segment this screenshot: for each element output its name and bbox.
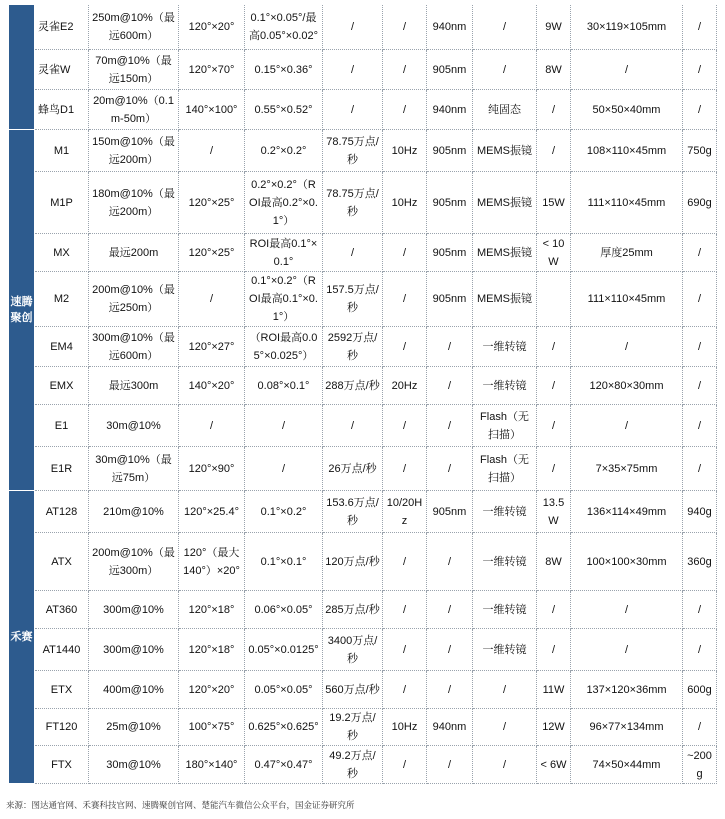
cell-range: 400m@10% xyxy=(89,671,179,709)
cell-frame-rate: / xyxy=(383,272,427,327)
cell-wavelength: / xyxy=(427,327,473,367)
cell-point-rate: 78.75万点/秒 xyxy=(323,172,383,234)
table-row xyxy=(9,591,717,629)
cell-model: E1R xyxy=(35,447,89,491)
cell-frame-rate: 10Hz xyxy=(383,130,427,172)
cell-weight: 750g xyxy=(683,130,717,172)
cell-wavelength: 940nm xyxy=(427,90,473,130)
cell-point-rate: 49.2万点/秒 xyxy=(323,746,383,784)
cell-range: 30m@10% xyxy=(89,405,179,447)
cell-model: 灵雀E2 xyxy=(35,5,89,50)
cell-dimensions: 111×110×45mm xyxy=(571,172,683,234)
cell-weight: / xyxy=(683,629,717,671)
cell-model: FTX xyxy=(35,746,89,784)
cell-frame-rate: / xyxy=(383,447,427,491)
cell-power: 8W xyxy=(537,50,571,90)
cell-point-rate: 157.5万点/秒 xyxy=(323,272,383,327)
cell-range: 最远300m xyxy=(89,367,179,405)
cell-power: 12W xyxy=(537,709,571,746)
table-row xyxy=(9,327,717,367)
cell-resolution: ROI最高0.1°×0.1° xyxy=(245,234,323,272)
table-row xyxy=(9,50,717,90)
cell-point-rate: 78.75万点/秒 xyxy=(323,130,383,172)
cell-resolution: 0.2°×0.2° xyxy=(245,130,323,172)
cell-scan-method: MEMS振镜 xyxy=(473,272,537,327)
cell-resolution: 0.05°×0.05° xyxy=(245,671,323,709)
cell-range: 最远200m xyxy=(89,234,179,272)
cell-range: 200m@10%（最远250m） xyxy=(89,272,179,327)
cell-model: ETX xyxy=(35,671,89,709)
cell-dimensions: 108×110×45mm xyxy=(571,130,683,172)
cell-resolution: 0.1°×0.1° xyxy=(245,533,323,591)
table-row xyxy=(9,671,717,709)
table-row xyxy=(9,709,717,746)
cell-point-rate: / xyxy=(323,405,383,447)
cell-fov: 120°×18° xyxy=(179,629,245,671)
cell-wavelength: / xyxy=(427,533,473,591)
cell-range: 30m@10%（最远75m） xyxy=(89,447,179,491)
table-row xyxy=(9,491,717,533)
table-row xyxy=(9,272,717,327)
brand-label: 聚创 xyxy=(10,312,33,324)
cell-weight: 940g xyxy=(683,491,717,533)
cell-fov: 120°×25° xyxy=(179,234,245,272)
cell-weight: / xyxy=(683,447,717,491)
cell-wavelength: 905nm xyxy=(427,172,473,234)
cell-resolution: （ROI最高0.05°×0.025°） xyxy=(245,327,323,367)
cell-fov: 140°×20° xyxy=(179,367,245,405)
cell-fov: 120°×18° xyxy=(179,591,245,629)
cell-point-rate: 2592万点/秒 xyxy=(323,327,383,367)
cell-wavelength: / xyxy=(427,447,473,491)
cell-scan-method: 一维转镜 xyxy=(473,491,537,533)
cell-dimensions: 96×77×134mm xyxy=(571,709,683,746)
cell-scan-method: MEMS振镜 xyxy=(473,172,537,234)
cell-scan-method: 一维转镜 xyxy=(473,367,537,405)
cell-model: AT1440 xyxy=(35,629,89,671)
cell-power: / xyxy=(537,447,571,491)
cell-frame-rate: / xyxy=(383,405,427,447)
cell-resolution: 0.2°×0.2°（ROI最高0.2°×0.1°） xyxy=(245,172,323,234)
cell-frame-rate: / xyxy=(383,5,427,50)
cell-point-rate: 3400万点/秒 xyxy=(323,629,383,671)
cell-wavelength: 905nm xyxy=(427,50,473,90)
cell-scan-method: / xyxy=(473,50,537,90)
cell-point-rate: 288万点/秒 xyxy=(323,367,383,405)
cell-fov: 120°×70° xyxy=(179,50,245,90)
table-row xyxy=(9,405,717,447)
cell-point-rate: 153.6万点/秒 xyxy=(323,491,383,533)
cell-weight: / xyxy=(683,367,717,405)
brand-cell xyxy=(9,130,35,491)
cell-range: 25m@10% xyxy=(89,709,179,746)
cell-resolution: / xyxy=(245,447,323,491)
cell-point-rate: / xyxy=(323,5,383,50)
cell-frame-rate: / xyxy=(383,50,427,90)
cell-fov: 120°×25.4° xyxy=(179,491,245,533)
brand-cell xyxy=(9,5,35,130)
cell-dimensions: 厚度25mm xyxy=(571,234,683,272)
cell-wavelength: / xyxy=(427,671,473,709)
cell-range: 20m@10%（0.1m-50m） xyxy=(89,90,179,130)
cell-scan-method: / xyxy=(473,671,537,709)
cell-dimensions: 136×114×49mm xyxy=(571,491,683,533)
cell-range: 300m@10% xyxy=(89,591,179,629)
cell-frame-rate: / xyxy=(383,90,427,130)
cell-power: / xyxy=(537,405,571,447)
cell-power: / xyxy=(537,90,571,130)
table-row xyxy=(9,130,717,172)
cell-model: FT120 xyxy=(35,709,89,746)
brand-label: 禾赛 xyxy=(10,631,33,643)
cell-scan-method: MEMS振镜 xyxy=(473,234,537,272)
cell-model: ATX xyxy=(35,533,89,591)
cell-power: 11W xyxy=(537,671,571,709)
cell-range: 250m@10%（最远600m） xyxy=(89,5,179,50)
cell-range: 300m@10%（最远600m） xyxy=(89,327,179,367)
cell-fov: 120°×90° xyxy=(179,447,245,491)
cell-weight: / xyxy=(683,272,717,327)
cell-model: M2 xyxy=(35,272,89,327)
cell-wavelength: / xyxy=(427,405,473,447)
cell-fov: 120°×20° xyxy=(179,671,245,709)
cell-model: M1P xyxy=(35,172,89,234)
cell-dimensions: 30×119×105mm xyxy=(571,5,683,50)
cell-model: EM4 xyxy=(35,327,89,367)
cell-wavelength: 905nm xyxy=(427,234,473,272)
cell-weight: / xyxy=(683,234,717,272)
cell-power: / xyxy=(537,629,571,671)
cell-power: / xyxy=(537,591,571,629)
cell-range: 180m@10%（最远200m） xyxy=(89,172,179,234)
cell-weight: / xyxy=(683,591,717,629)
cell-dimensions: 50×50×40mm xyxy=(571,90,683,130)
cell-scan-method: 一维转镜 xyxy=(473,533,537,591)
cell-weight: / xyxy=(683,5,717,50)
table-row xyxy=(9,172,717,234)
cell-frame-rate: 20Hz xyxy=(383,367,427,405)
cell-fov: 100°×75° xyxy=(179,709,245,746)
cell-resolution: 0.55°×0.52° xyxy=(245,90,323,130)
cell-model: AT128 xyxy=(35,491,89,533)
cell-fov: 120°×27° xyxy=(179,327,245,367)
lidar-spec-table-container xyxy=(8,4,716,784)
cell-scan-method: Flash（无扫描） xyxy=(473,405,537,447)
cell-resolution: 0.15°×0.36° xyxy=(245,50,323,90)
cell-point-rate: 560万点/秒 xyxy=(323,671,383,709)
table-row xyxy=(9,5,717,50)
cell-weight: 690g xyxy=(683,172,717,234)
cell-wavelength: 940nm xyxy=(427,709,473,746)
cell-resolution: 0.1°×0.2°（ROI最高0.1°×0.1°） xyxy=(245,272,323,327)
cell-frame-rate: / xyxy=(383,533,427,591)
cell-power: 8W xyxy=(537,533,571,591)
cell-power: / xyxy=(537,130,571,172)
cell-fov: 120°×25° xyxy=(179,172,245,234)
cell-range: 300m@10% xyxy=(89,629,179,671)
cell-scan-method: 一维转镜 xyxy=(473,327,537,367)
cell-point-rate: / xyxy=(323,50,383,90)
cell-fov: 120°×20° xyxy=(179,5,245,50)
cell-frame-rate: / xyxy=(383,591,427,629)
table-row xyxy=(9,629,717,671)
cell-model: M1 xyxy=(35,130,89,172)
cell-power: / xyxy=(537,327,571,367)
cell-weight: 600g xyxy=(683,671,717,709)
table-row xyxy=(9,90,717,130)
table-body xyxy=(9,5,717,784)
source-note: 来源：图达通官网、禾赛科技官网、速腾聚创官网、楚能汽车微信公众平台，国金证券研究所 xyxy=(6,801,355,811)
cell-point-rate: / xyxy=(323,234,383,272)
cell-point-rate: 285万点/秒 xyxy=(323,591,383,629)
cell-range: 210m@10% xyxy=(89,491,179,533)
lidar-spec-table xyxy=(8,4,717,784)
table-row xyxy=(9,447,717,491)
cell-scan-method: 一维转镜 xyxy=(473,629,537,671)
cell-resolution: 0.1°×0.05°/最高0.05°×0.02° xyxy=(245,5,323,50)
cell-point-rate: 19.2万点/秒 xyxy=(323,709,383,746)
cell-power xyxy=(537,272,571,327)
cell-scan-method: / xyxy=(473,5,537,50)
cell-fov: 180°×140° xyxy=(179,746,245,784)
cell-resolution: 0.1°×0.2° xyxy=(245,491,323,533)
cell-wavelength: / xyxy=(427,746,473,784)
cell-fov: / xyxy=(179,130,245,172)
cell-model: EMX xyxy=(35,367,89,405)
cell-resolution: 0.625°×0.625° xyxy=(245,709,323,746)
cell-weight: / xyxy=(683,50,717,90)
cell-scan-method: MEMS振镜 xyxy=(473,130,537,172)
cell-model: 蜂鸟D1 xyxy=(35,90,89,130)
cell-fov: 120°（最大140°）×20° xyxy=(179,533,245,591)
cell-wavelength: 905nm xyxy=(427,272,473,327)
cell-weight: / xyxy=(683,709,717,746)
cell-resolution: / xyxy=(245,405,323,447)
brand-cell xyxy=(9,491,35,784)
cell-power: / xyxy=(537,367,571,405)
cell-point-rate: 120万点/秒 xyxy=(323,533,383,591)
cell-point-rate: / xyxy=(323,90,383,130)
cell-wavelength: / xyxy=(427,629,473,671)
cell-fov: 140°×100° xyxy=(179,90,245,130)
cell-point-rate: 26万点/秒 xyxy=(323,447,383,491)
table-row xyxy=(9,367,717,405)
cell-scan-method: / xyxy=(473,746,537,784)
cell-dimensions: / xyxy=(571,629,683,671)
cell-model: 灵雀W xyxy=(35,50,89,90)
cell-fov: / xyxy=(179,405,245,447)
cell-power: 15W xyxy=(537,172,571,234)
cell-wavelength: 940nm xyxy=(427,5,473,50)
cell-power: < 10W xyxy=(537,234,571,272)
cell-frame-rate: 10Hz xyxy=(383,172,427,234)
cell-resolution: 0.08°×0.1° xyxy=(245,367,323,405)
cell-range: 30m@10% xyxy=(89,746,179,784)
cell-dimensions: / xyxy=(571,591,683,629)
cell-weight: / xyxy=(683,405,717,447)
cell-model: MX xyxy=(35,234,89,272)
table-row xyxy=(9,234,717,272)
cell-range: 150m@10%（最远200m） xyxy=(89,130,179,172)
cell-model: AT360 xyxy=(35,591,89,629)
cell-dimensions: 74×50×44mm xyxy=(571,746,683,784)
cell-frame-rate: / xyxy=(383,234,427,272)
brand-label: 速腾 xyxy=(10,296,33,308)
cell-dimensions: / xyxy=(571,327,683,367)
cell-dimensions: 7×35×75mm xyxy=(571,447,683,491)
cell-resolution: 0.06°×0.05° xyxy=(245,591,323,629)
cell-dimensions: / xyxy=(571,405,683,447)
cell-fov: / xyxy=(179,272,245,327)
cell-scan-method: Flash（无扫描） xyxy=(473,447,537,491)
cell-frame-rate: / xyxy=(383,327,427,367)
cell-frame-rate: 10Hz xyxy=(383,709,427,746)
cell-weight: 360g xyxy=(683,533,717,591)
cell-dimensions: / xyxy=(571,50,683,90)
cell-power: 13.5W xyxy=(537,491,571,533)
cell-wavelength: / xyxy=(427,367,473,405)
table-row xyxy=(9,746,717,784)
cell-resolution: 0.47°×0.47° xyxy=(245,746,323,784)
cell-dimensions: 100×100×30mm xyxy=(571,533,683,591)
cell-weight: / xyxy=(683,90,717,130)
cell-dimensions: 120×80×30mm xyxy=(571,367,683,405)
cell-power: 9W xyxy=(537,5,571,50)
cell-power: < 6W xyxy=(537,746,571,784)
cell-model: E1 xyxy=(35,405,89,447)
cell-resolution: 0.05°×0.0125° xyxy=(245,629,323,671)
cell-dimensions: 137×120×36mm xyxy=(571,671,683,709)
cell-weight: ~200g xyxy=(683,746,717,784)
cell-dimensions: 111×110×45mm xyxy=(571,272,683,327)
cell-wavelength: 905nm xyxy=(427,130,473,172)
cell-weight: / xyxy=(683,327,717,367)
cell-scan-method: 一维转镜 xyxy=(473,591,537,629)
cell-frame-rate: / xyxy=(383,629,427,671)
table-row xyxy=(9,533,717,591)
cell-scan-method: / xyxy=(473,709,537,746)
cell-range: 200m@10%（最远300m） xyxy=(89,533,179,591)
cell-scan-method: 纯固态 xyxy=(473,90,537,130)
cell-frame-rate: / xyxy=(383,671,427,709)
cell-wavelength: / xyxy=(427,591,473,629)
cell-frame-rate: 10/20Hz xyxy=(383,491,427,533)
cell-wavelength: 905nm xyxy=(427,491,473,533)
cell-frame-rate: / xyxy=(383,746,427,784)
cell-range: 70m@10%（最远150m） xyxy=(89,50,179,90)
